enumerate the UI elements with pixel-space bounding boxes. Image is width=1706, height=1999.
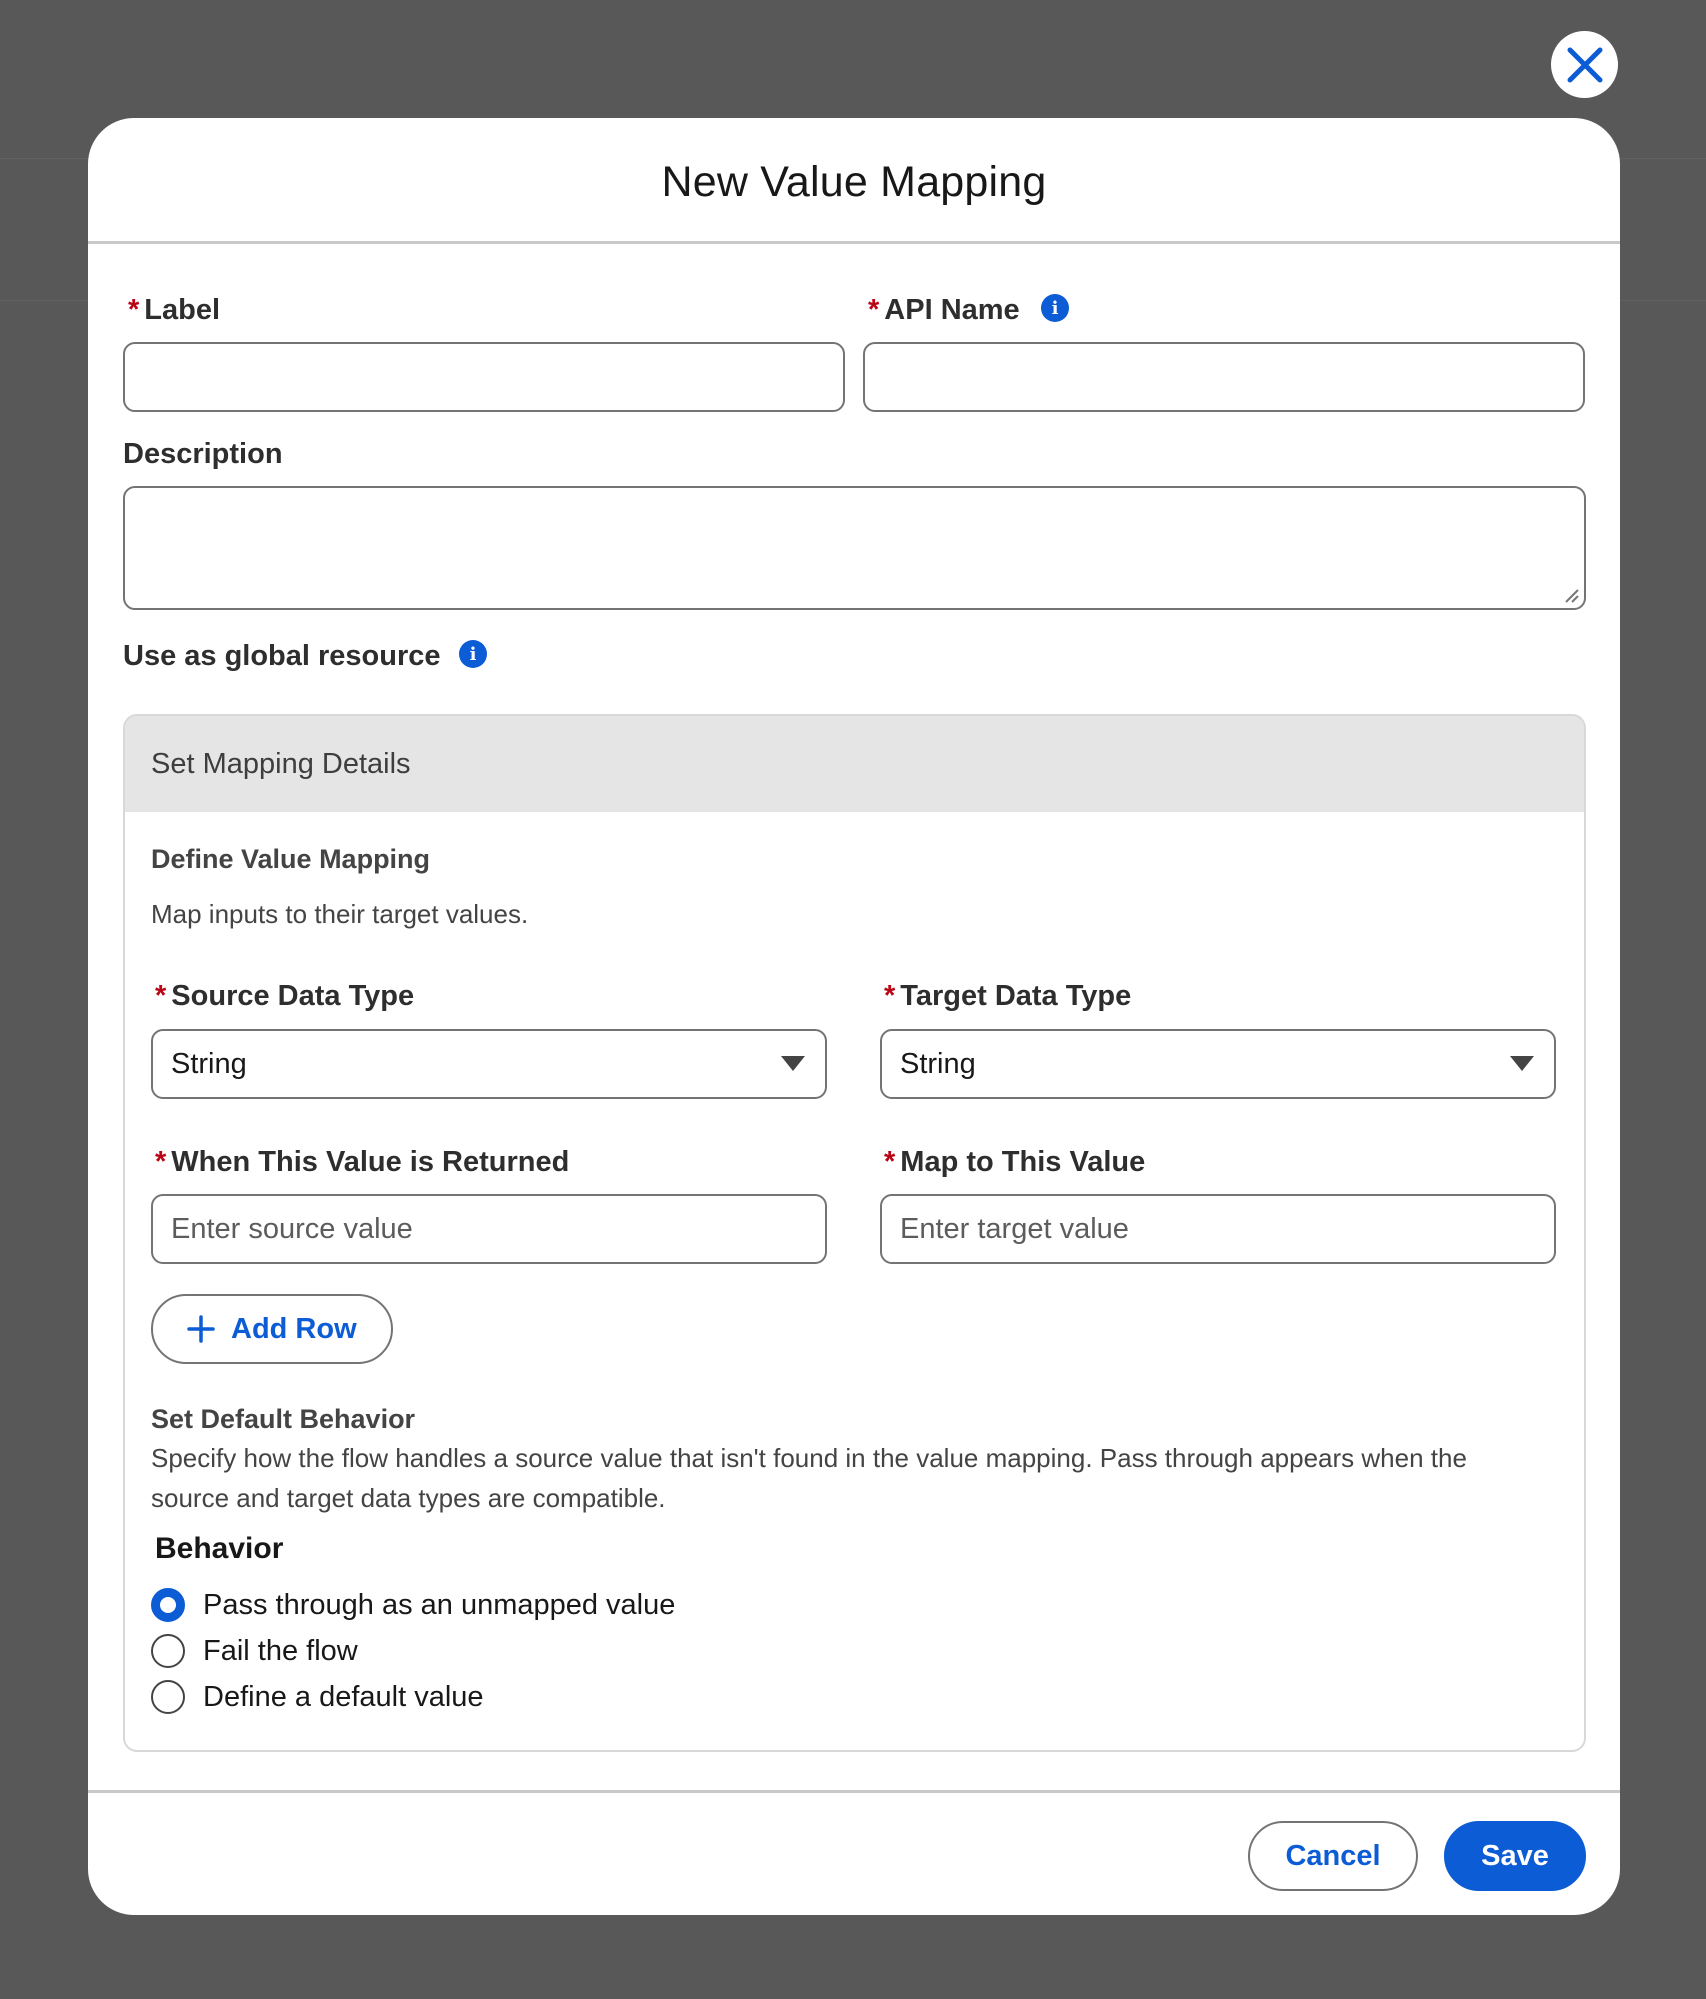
- label-field-label-text: Label: [144, 294, 221, 326]
- target-data-type-select[interactable]: [880, 1029, 1556, 1099]
- chevron-down-icon: [1510, 1056, 1534, 1071]
- target-data-type-label: [884, 980, 1131, 1013]
- source-value-input[interactable]: [151, 1194, 827, 1264]
- radio-button[interactable]: [151, 1634, 185, 1668]
- default-behavior-heading: Set Default Behavior: [151, 1404, 416, 1434]
- required-indicator: *: [884, 980, 896, 1012]
- target-data-type-value: String: [900, 1047, 976, 1080]
- required-indicator: *: [155, 1146, 167, 1178]
- radio-default-value[interactable]: [151, 1680, 484, 1714]
- radio-label: Pass through as an unmapped value: [203, 1588, 676, 1621]
- value-mapping-modal: [88, 118, 1620, 1915]
- global-resource-label: Use as global resource: [123, 640, 441, 672]
- radio-button[interactable]: [151, 1680, 185, 1714]
- required-indicator: *: [868, 294, 880, 326]
- api-name-field-label: [868, 294, 1020, 327]
- default-behavior-help: Specify how the flow handles a source value that isn't found in the value mapping. Pass through appears when the source and target data types are compatible.: [151, 1443, 1467, 1513]
- save-button[interactable]: Save: [1444, 1821, 1586, 1891]
- api-name-field-label-text: API Name: [884, 294, 1020, 326]
- source-data-type-value: String: [171, 1047, 247, 1080]
- required-indicator: *: [128, 294, 140, 326]
- add-row-label: Add Row: [231, 1312, 357, 1345]
- close-button[interactable]: [1551, 31, 1618, 98]
- api-name-input[interactable]: [863, 342, 1585, 412]
- modal-header: [88, 118, 1620, 244]
- resize-handle-icon[interactable]: [1562, 586, 1580, 604]
- modal-title: New Value Mapping: [661, 158, 1047, 206]
- mapping-details-section: [123, 714, 1586, 1752]
- behavior-label: Behavior: [155, 1532, 284, 1565]
- define-value-mapping-help: Map inputs to their target values.: [151, 899, 529, 929]
- info-icon[interactable]: i: [1041, 294, 1069, 322]
- info-icon[interactable]: i: [459, 640, 487, 668]
- modal-footer: [88, 1790, 1620, 1915]
- add-row-button[interactable]: [151, 1294, 393, 1364]
- radio-label: Define a default value: [203, 1680, 484, 1713]
- chevron-down-icon: [781, 1056, 805, 1071]
- target-value-label: [884, 1146, 1145, 1179]
- label-field-label: [128, 294, 220, 327]
- target-value-input[interactable]: [880, 1194, 1556, 1264]
- description-field-label: Description: [123, 438, 283, 470]
- radio-fail-flow[interactable]: [151, 1634, 358, 1668]
- target-value-label-text: Map to This Value: [900, 1146, 1146, 1178]
- source-data-type-label-text: Source Data Type: [171, 980, 415, 1012]
- source-data-type-label: [155, 980, 414, 1013]
- close-icon: [1564, 44, 1606, 86]
- required-indicator: *: [884, 1146, 896, 1178]
- cancel-button[interactable]: Cancel: [1248, 1821, 1418, 1891]
- description-textarea[interactable]: [123, 486, 1586, 610]
- target-data-type-label-text: Target Data Type: [900, 980, 1132, 1012]
- radio-button-checked[interactable]: [151, 1588, 185, 1622]
- label-input[interactable]: [123, 342, 845, 412]
- source-data-type-select[interactable]: [151, 1029, 827, 1099]
- define-value-mapping-heading: Define Value Mapping: [151, 844, 431, 874]
- source-value-label-text: When This Value is Returned: [171, 1146, 570, 1178]
- required-indicator: *: [155, 980, 167, 1012]
- radio-pass-through[interactable]: [151, 1588, 675, 1622]
- radio-label: Fail the flow: [203, 1634, 358, 1667]
- source-value-label: [155, 1146, 569, 1179]
- section-header: Set Mapping Details: [125, 716, 1584, 812]
- plus-icon: [187, 1315, 215, 1343]
